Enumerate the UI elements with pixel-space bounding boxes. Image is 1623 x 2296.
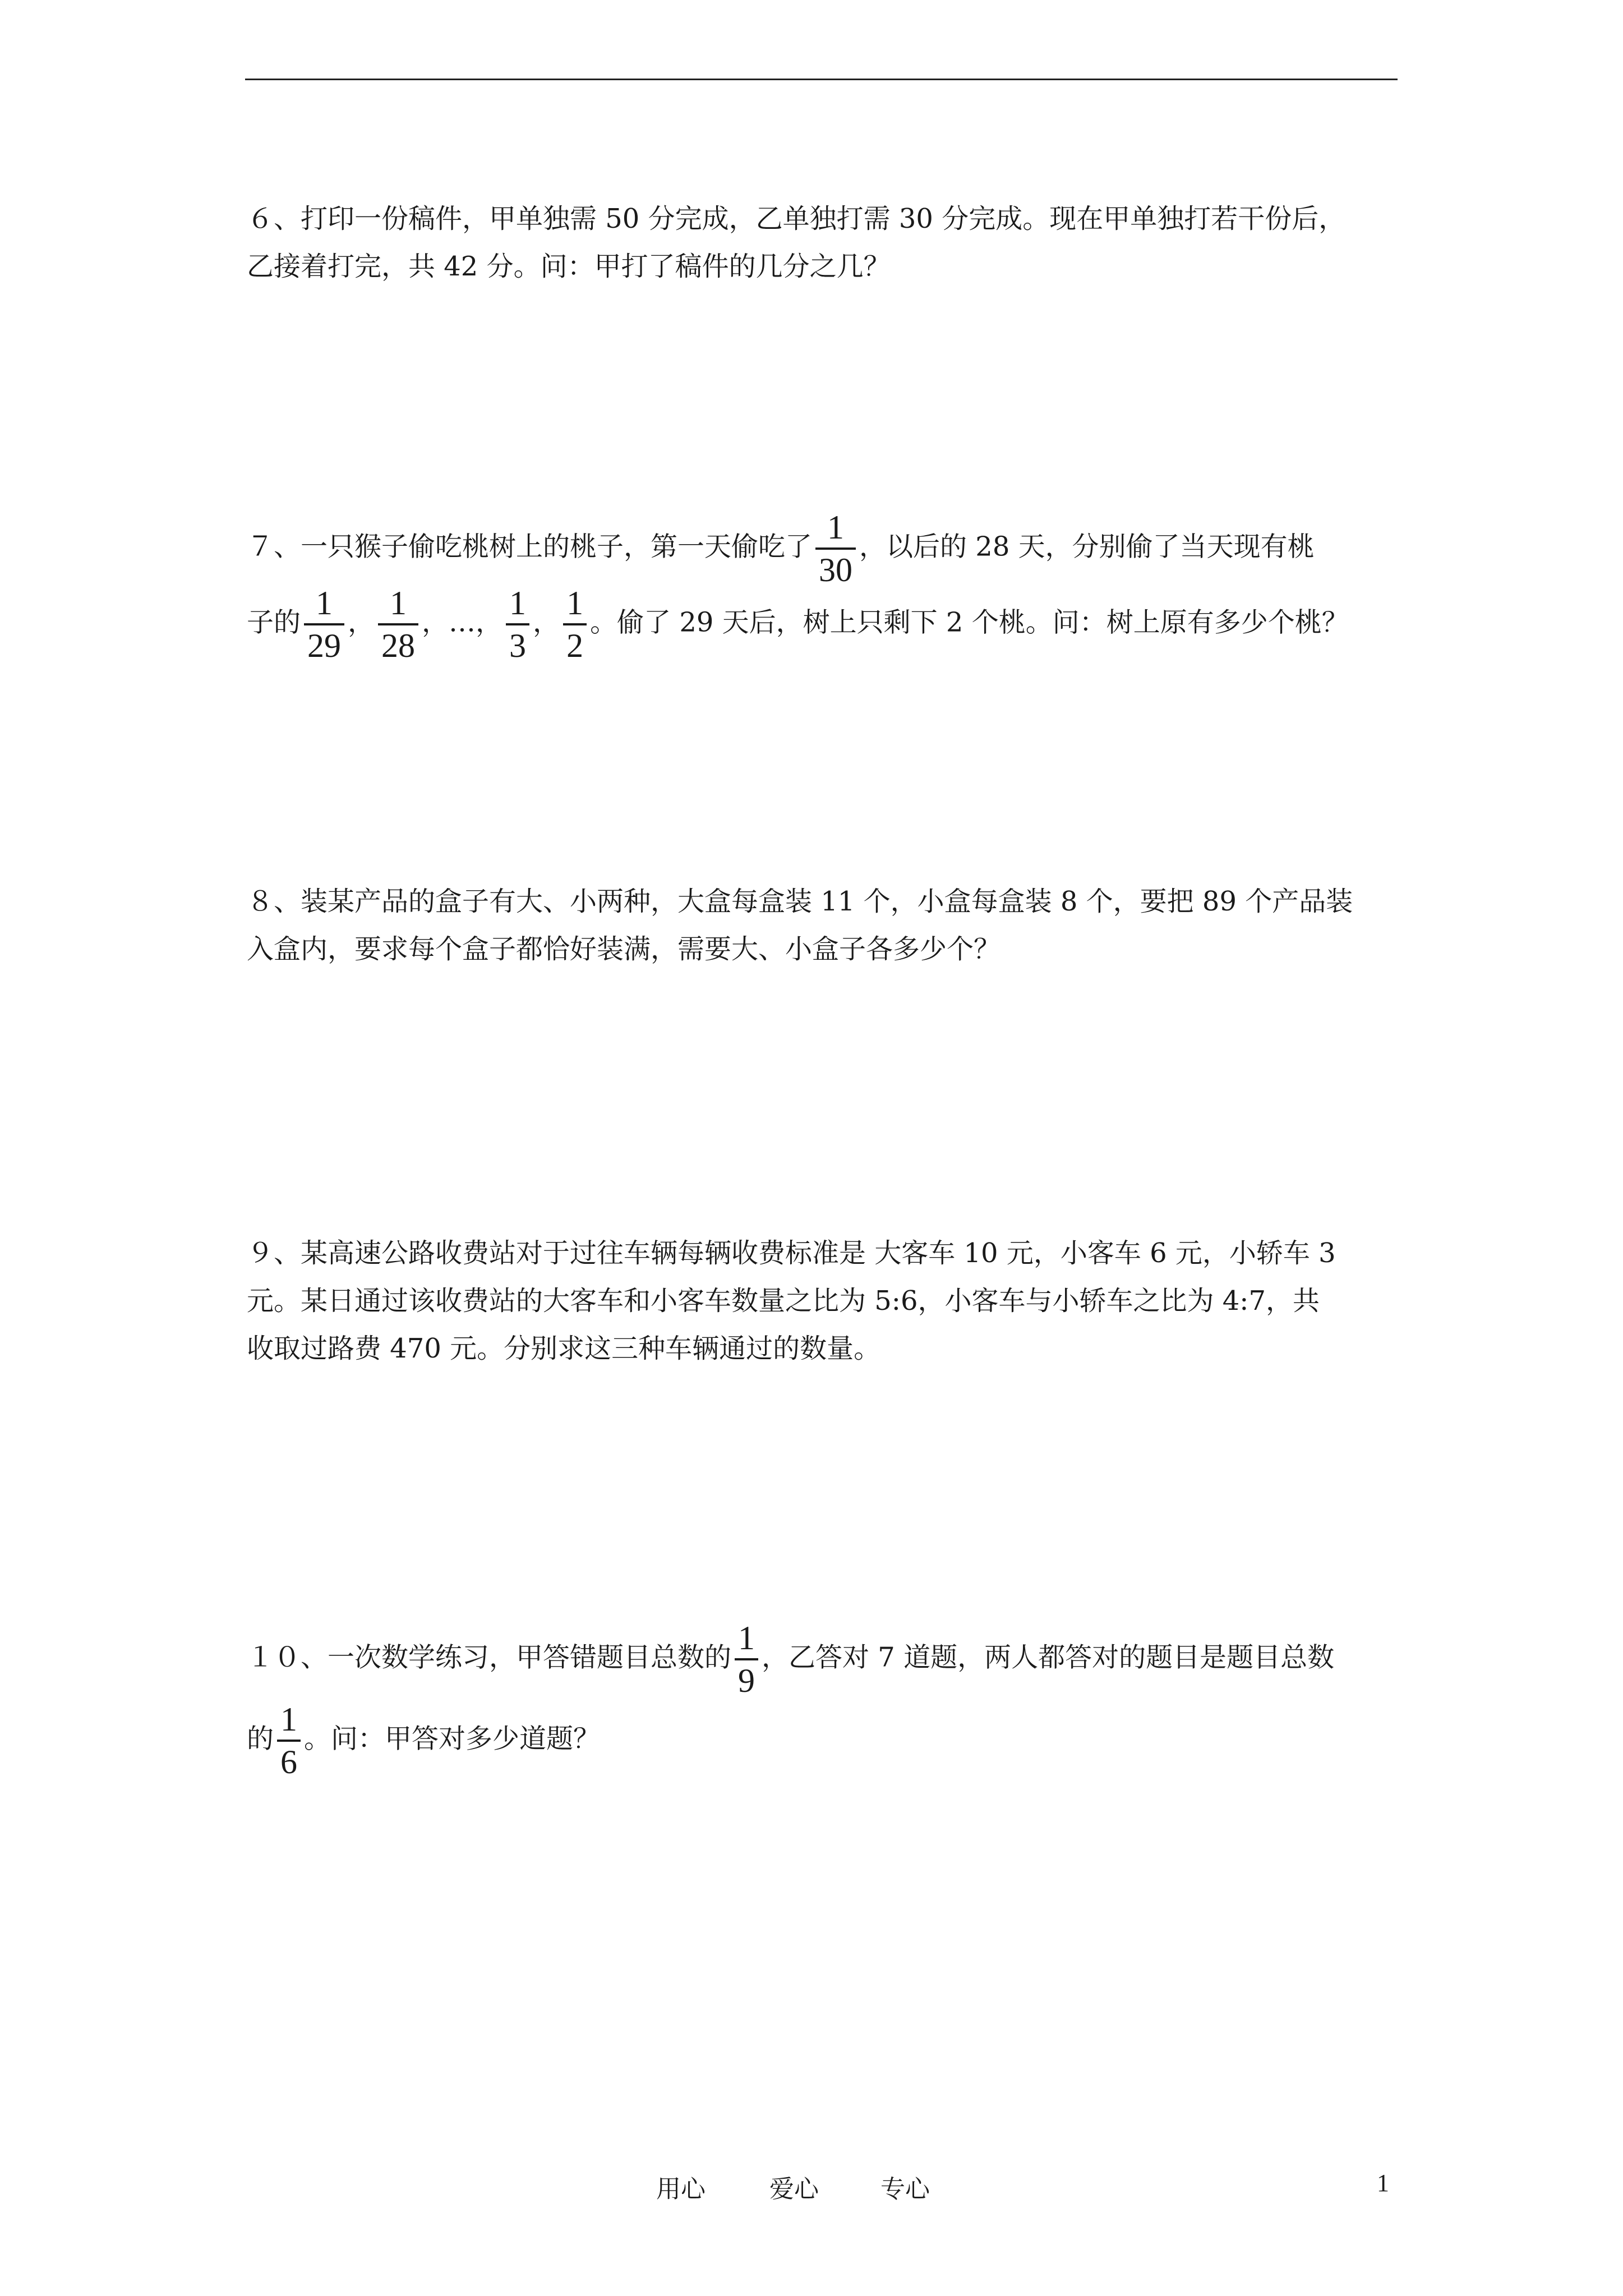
fraction-denominator: 28 — [381, 627, 416, 664]
footer-motto-3: 专心 — [880, 2175, 930, 2203]
page-number: 1 — [1377, 2169, 1389, 2197]
question-6-line-1: ６、打印一份稿件，甲单独需 50 分完成，乙单独打需 30 分完成。现在甲单独打若干份后， — [247, 203, 1346, 234]
fraction-1-30 — [815, 510, 856, 587]
fraction-numerator: 1 — [563, 586, 587, 625]
fraction-1-3 — [506, 586, 529, 662]
question-10 — [247, 1619, 1402, 1780]
fraction-numerator: 1 — [735, 1621, 758, 1660]
question-10-text-1b: ，乙答对 7 道题，两人都答对的题目是题目总数 — [762, 1641, 1335, 1673]
question-9-line-1: ９、某高速公路收费站对于过往车辆每辆收费标准是 大客车 10 元，小客车 6 元，小轿车 3 — [247, 1237, 1336, 1269]
question-6-line-2: 乙接着打完，共 42 分。问：甲打了稿件的几分之几？ — [247, 251, 891, 282]
fraction-numerator: 1 — [506, 586, 529, 625]
fraction-denominator: 6 — [280, 1743, 298, 1780]
question-10-text-2b: 。问：甲答对多少道题？ — [304, 1723, 601, 1755]
separator: ， — [348, 606, 375, 638]
question-8-line-2: 入盒内，要求每个盒子都恰好装满，需要大、小盒子各多少个？ — [247, 933, 1001, 965]
question-10-line-1 — [247, 1619, 1402, 1699]
fraction-numerator: 1 — [378, 586, 418, 625]
fraction-numerator: 1 — [277, 1703, 301, 1742]
header-rule — [245, 79, 1398, 80]
question-9-line-2: 元。某日通过该收费站的大客车和小客车数量之比为 5:6，小客车与小轿车之比为 4:7，共 — [247, 1285, 1320, 1317]
fraction-1-2 — [563, 586, 587, 662]
fraction-1-29 — [304, 586, 344, 662]
fraction-1-6 — [277, 1703, 301, 1779]
fraction-1-28 — [378, 586, 418, 662]
fraction-denominator: 2 — [566, 627, 584, 664]
question-7-text-1b: ，以后的 28 天，分别偷了当天现有桃 — [859, 531, 1315, 563]
question-7-line-1 — [247, 509, 1402, 588]
fraction-denominator: 30 — [819, 551, 853, 588]
question-7-text-2a: 子的 — [247, 606, 301, 638]
fraction-denominator: 9 — [738, 1662, 755, 1699]
question-9 — [247, 1230, 1402, 1373]
footer-motto-2: 爱心 — [769, 2175, 819, 2203]
fraction-numerator: 1 — [815, 510, 856, 550]
separator: ， — [533, 606, 560, 638]
question-8-line-1: ８、装某产品的盒子有大、小两种，大盒每盒装 11 个，小盒每盒装 8 个，要把 89 个产品装 — [247, 886, 1353, 917]
fraction-numerator: 1 — [304, 586, 344, 625]
question-7-text-1a: ７、一只猴子偷吃桃树上的桃子，第一天偷吃了 — [247, 531, 813, 563]
question-7 — [247, 509, 1402, 664]
separator: ，…， — [422, 606, 503, 638]
fraction-denominator: 29 — [307, 627, 342, 664]
fraction-1-9 — [735, 1621, 758, 1697]
question-9-line-3: 收取过路费 470 元。分别求这三种车辆通过的数量。 — [247, 1333, 881, 1364]
question-10-text-1a: １０、一次数学练习，甲答错题目总数的 — [247, 1641, 732, 1673]
fraction-denominator: 3 — [509, 627, 527, 664]
question-10-text-2a: 的 — [247, 1723, 274, 1755]
question-8 — [247, 878, 1402, 973]
question-6 — [247, 195, 1402, 291]
question-10-line-2 — [247, 1701, 1402, 1780]
question-7-line-2 — [247, 585, 1402, 664]
footer-motto-1: 用心 — [656, 2175, 706, 2203]
question-7-text-2b: 。偷了 29 天后，树上只剩下 2 个桃。问：树上原有多少个桃？ — [590, 606, 1349, 638]
